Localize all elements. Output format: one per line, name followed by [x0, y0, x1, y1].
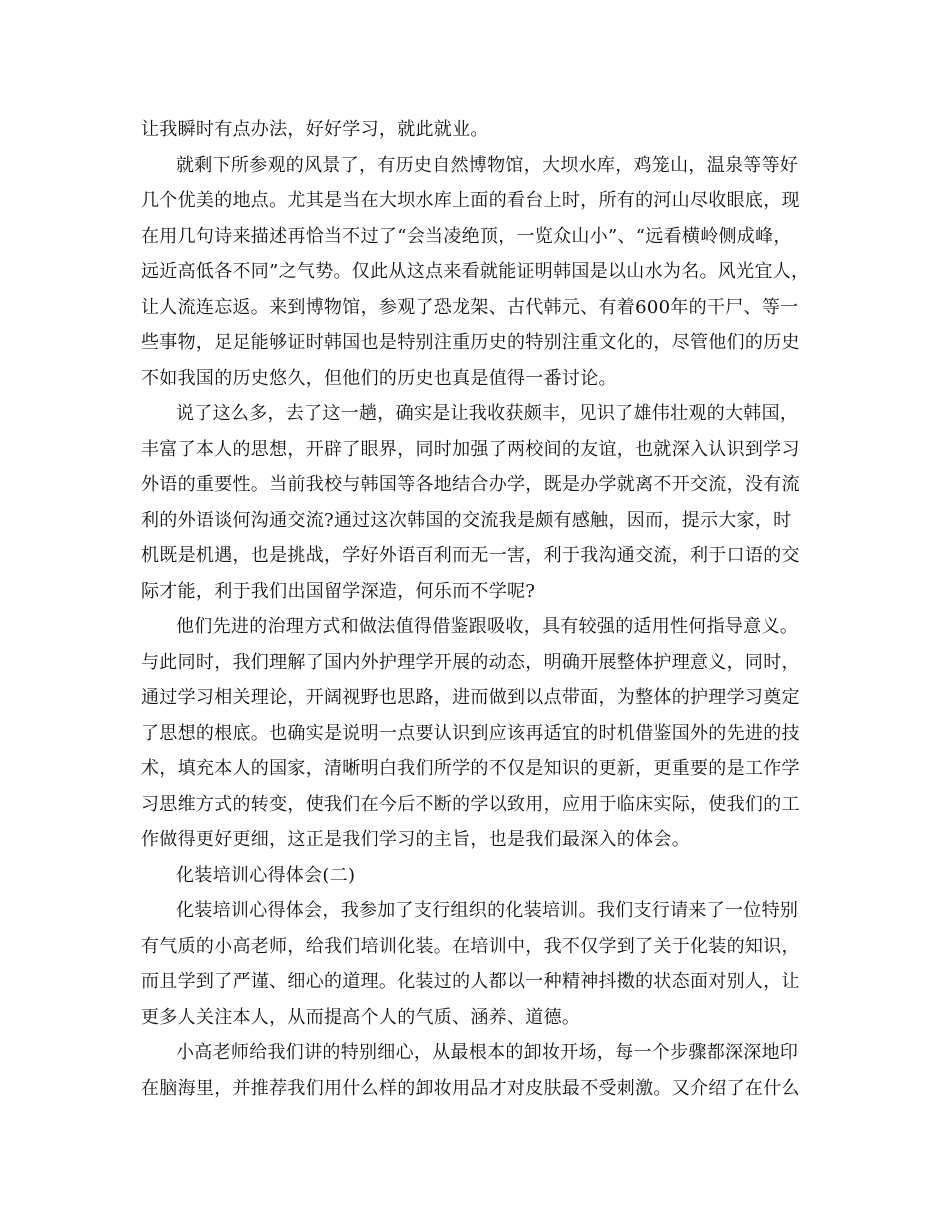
- text-line: 就剩下所参观的风景了，有历史自然博物馆，大坝水库，鸡笼山，温泉等等好: [176, 155, 799, 176]
- text-line: 让人流连忘返。来到博物馆，参观了恐龙架、古代韩元、有着600年的干尸、等一: [141, 297, 799, 318]
- text-line: 小高老师给我们讲的特别细心，从最根本的卸妆开场，每一个步骤都深深地印: [176, 1042, 799, 1063]
- text-line: 让我瞬时有点办法，好好学习，就此就业。: [141, 119, 489, 140]
- text-line: 远近高低各不同”之气势。仅此从这点来看就能证明韩国是以山水为名。风光宜人，: [141, 261, 810, 282]
- section-heading: 化装培训心得体会(二): [176, 865, 356, 886]
- text-line: 有气质的小高老师，给我们培训化装。在培训中，我不仅学到了关于化装的知识，: [141, 936, 800, 957]
- text-line: 习思维方式的转变，使我们在今后不断的学以致用，应用于临床实际，使我们的工: [141, 794, 800, 815]
- text-line: 说了这么多，去了这一趟，确实是让我收获颇丰，见识了雄伟壮观的大韩国，: [176, 403, 799, 424]
- text-line: 他们先进的治理方式和做法值得借鉴跟吸收，具有较强的适用性何指导意义。: [176, 616, 799, 637]
- text-line: 在用几句诗来描述再恰当不过了“会当凌绝顶，一览众山小”、“远看横岭侧成峰，: [141, 226, 792, 247]
- text-line: 几个优美的地点。尤其是当在大坝水库上面的看台上时，所有的河山尽收眼底，现: [141, 190, 800, 211]
- text-line: 丰富了本人的思想，开辟了眼界，同时加强了两校间的友谊，也就深入认识到学习: [141, 439, 800, 460]
- text-line: 通过学习相关理论，开阔视野也思路，进而做到以点带面，为整体的护理学习奠定: [141, 687, 800, 708]
- text-line: 机既是机遇，也是挑战，学好外语百利而无一害，利于我沟通交流，利于口语的交: [141, 545, 800, 566]
- text-line: 利的外语谈何沟通交流?通过这次韩国的交流我是颇有感触，因而，提示大家，时: [141, 510, 792, 531]
- text-line: 术，填充本人的国家，清晰明白我们所学的不仅是知识的更新，更重要的是工作学: [141, 758, 800, 779]
- text-line: 化装培训心得体会，我参加了支行组织的化装培训。我们支行请来了一位特别: [176, 900, 799, 921]
- text-line: 而且学到了严谨、细心的道理。化装过的人都以一种精神抖擞的状态面对别人，让: [141, 971, 800, 992]
- text-line: 更多人关注本人，从而提高个人的气质、涵养、道德。: [141, 1007, 581, 1028]
- text-line: 了思想的根底。也确实是说明一点要认识到应该再适宜的时机借鉴国外的先进的技: [141, 723, 800, 744]
- text-line: 不如我国的历史悠久，但他们的历史也真是值得一番讨论。: [141, 368, 617, 389]
- text-line: 外语的重要性。当前我校与韩国等各地结合办学，既是办学就离不开交流，没有流: [141, 474, 800, 495]
- text-line: 作做得更好更细，这正是我们学习的主旨，也是我们最深入的体会。: [141, 829, 690, 850]
- text-line: 与此同时，我们理解了国内外护理学开展的动态，明确开展整体护理意义，同时，: [141, 652, 800, 673]
- text-line: 在脑海里，并推荐我们用什么样的卸妆用品才对皮肤最不受刺激。又介绍了在什么: [141, 1078, 800, 1099]
- text-line: 际才能，利于我们出国留学深造，何乐而不学呢?: [141, 581, 536, 602]
- text-line: 些事物，足足能够证时韩国也是特别注重历史的特别注重文化的，尽管他们的历史: [141, 332, 800, 353]
